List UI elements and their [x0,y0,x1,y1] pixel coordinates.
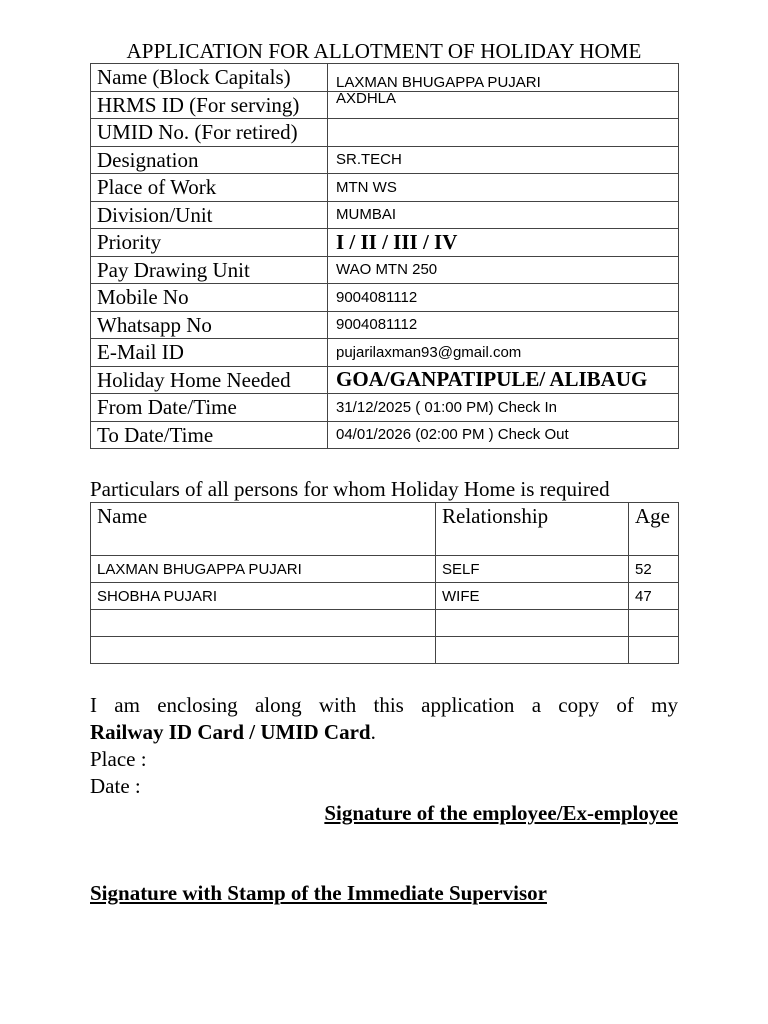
form-label: Holiday Home Needed [91,366,328,394]
form-row-name [91,64,679,92]
person-age [629,610,679,637]
supervisor-signature-label: Signature with Stamp of the Immediate Supervisor [90,881,547,905]
column-header-name: Name [91,503,436,556]
form-row-designation [91,146,679,174]
form-value-priority: I / II / III / IV [328,229,679,257]
person-relationship [436,610,629,637]
form-label: Pay Drawing Unit [91,256,328,284]
form-label: From Date/Time [91,394,328,422]
form-label: To Date/Time [91,421,328,449]
particulars-heading: Particulars of all persons for whom Holiday Home is required [90,477,610,501]
enclosure-documents: Railway ID Card / UMID Card [90,720,371,744]
person-relationship: SELF [436,556,629,583]
form-value-mobile: 9004081112 [328,284,679,312]
form-value-to-date: 04/01/2026 (02:00 PM ) Check Out [328,421,679,449]
persons-table-header [91,503,679,556]
form-row-to-date [91,421,679,449]
form-label: Mobile No [91,284,328,312]
form-label: Whatsapp No [91,311,328,339]
table-row [91,583,679,610]
form-row-place-of-work [91,174,679,202]
person-age [629,637,679,664]
form-value-holiday-home: GOA/GANPATIPULE/ ALIBAUG [328,366,679,394]
form-label: Name (Block Capitals) [91,64,328,92]
form-label: Priority [91,229,328,257]
person-name: SHOBHA PUJARI [91,583,436,610]
form-value-place-of-work: MTN WS [328,174,679,202]
person-relationship: WIFE [436,583,629,610]
form-value-from-date: 31/12/2025 ( 01:00 PM) Check In [328,394,679,422]
form-row-from-date [91,394,679,422]
persons-table [90,502,679,664]
form-row-mobile [91,284,679,312]
form-label: UMID No. (For retired) [91,119,328,147]
place-label: Place : [90,747,147,771]
form-value-email: pujarilaxman93@gmail.com [328,339,679,367]
person-age: 52 [629,556,679,583]
form-row-whatsapp [91,311,679,339]
form-value-name: LAXMAN BHUGAPPA PUJARI [328,64,679,92]
form-value-whatsapp: 9004081112 [328,311,679,339]
employee-signature-label: Signature of the employee/Ex-employee [324,801,678,825]
statement-end: . [370,720,376,744]
person-age: 47 [629,583,679,610]
form-value-pay-drawing-unit: WAO MTN 250 [328,256,679,284]
document-title: APPLICATION FOR ALLOTMENT OF HOLIDAY HOME [126,39,642,63]
form-label: Place of Work [91,174,328,202]
form-label: Designation [91,146,328,174]
form-value-division: MUMBAI [328,201,679,229]
form-value-umid [328,119,679,147]
enclosure-statement: I am enclosing along with this application a copy of my [90,693,678,717]
date-label: Date : [90,774,141,798]
form-label: E-Mail ID [91,339,328,367]
form-row-priority [91,229,679,257]
form-row-email [91,339,679,367]
table-row [91,556,679,583]
person-name [91,610,436,637]
column-header-age: Age [629,503,679,556]
form-row-division [91,201,679,229]
form-value-hrms-id: AXDHLA [328,91,679,119]
form-label: Division/Unit [91,201,328,229]
form-row-pay-drawing-unit [91,256,679,284]
table-row [91,637,679,664]
person-relationship [436,637,629,664]
person-name: LAXMAN BHUGAPPA PUJARI [91,556,436,583]
table-row [91,610,679,637]
form-value-designation: SR.TECH [328,146,679,174]
form-label: HRMS ID (For serving) [91,91,328,119]
form-row-hrms-id [91,91,679,119]
person-name [91,637,436,664]
applicant-details-table [90,63,679,449]
form-row-umid [91,119,679,147]
enclosure-statement-continued [90,719,376,746]
column-header-relationship: Relationship [436,503,629,556]
form-row-holiday-home [91,366,679,394]
